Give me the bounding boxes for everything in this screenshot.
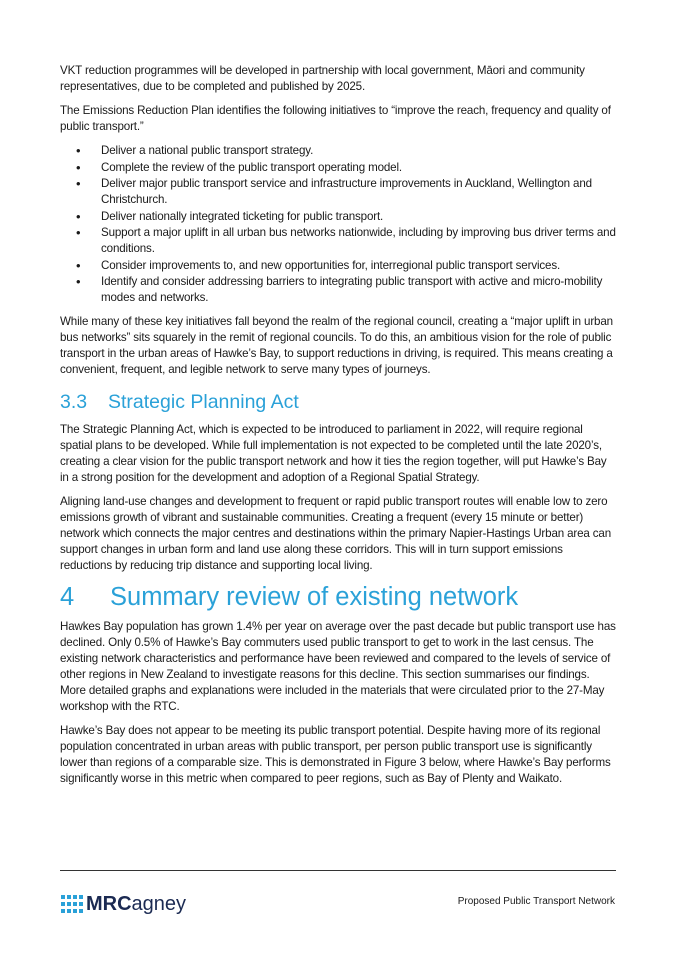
list-item: • Identify and consider addressing barriers to integrating public transport with active and micro-mobility modes and networks. xyxy=(60,274,616,306)
section-title: Summary review of existing network xyxy=(110,583,519,611)
section-4-heading xyxy=(60,582,616,612)
mrcagney-logo xyxy=(61,892,186,916)
section-4-paragraph-2: Hawke’s Bay does not appear to be meeting its public transport potential. Despite having more of its regional population concentrated in urban areas with public transport, per person public transport use is significantly lower than regions of a comparable size. This is demonstrated in Figure 3 below, where Hawke’s Bay performs significantly worse in this metric when compared to peer regions, such as Bay of Plenty and Waikato. xyxy=(60,724,611,785)
section-number: 3.3 xyxy=(60,391,88,413)
logo-grid-icon xyxy=(61,895,83,913)
list-item: • Consider improvements to, and new opportunities for, interregional public transport services. xyxy=(60,258,616,274)
intro-paragraph-3: While many of these key initiatives fall beyond the realm of the regional council, creating a “major uplift in urban bus networks” sits squarely in the remit of regional councils. To do this, an ambitious vision for the role of public transport in the urban areas of Hawke’s Bay, to support reductions in driving, is required. This means creating a convenient, frequent, and legible network to serve many types of journeys. xyxy=(60,315,613,376)
footer-document-title: Proposed Public Transport Network xyxy=(457,896,615,907)
document-page xyxy=(60,63,616,795)
section-number: 4 xyxy=(60,583,75,611)
intro-paragraph-1: VKT reduction programmes will be developed in partnership with local government, Māori and community representatives, due to be completed and published by 2025. xyxy=(60,64,585,93)
initiatives-list xyxy=(60,143,616,306)
section-4-paragraph-1: Hawkes Bay population has grown 1.4% per year on average over the past decade but public transport use has declined. Only 0.5% of Hawke’s Bay commuters used public transport to get to work in the last census. The existing network characteristics and performance have been reviewed and compared to the levels of service of other regions in New Zealand to investigate reasons for this decline. This section summarises our findings. More detailed graphs and explanations were included in the materials that were circulated prior to the 27-May workshop with the RTC. xyxy=(60,620,616,713)
intro-paragraph-2: The Emissions Reduction Plan identifies the following initiatives to “improve the reach, frequency and quality of public transport.” xyxy=(60,104,611,133)
section-3-3-paragraph-1: The Strategic Planning Act, which is expected to be introduced to parliament in 2022, will require regional spatial plans to be developed. While full implementation is not expected to be completed until the late 2020’s, creating a clear vision for the public transport network and how it ties the region together, will put Hawke’s Bay in a strong position for the development and adoption of a Regional Spatial Strategy. xyxy=(60,423,607,484)
list-item: • Support a major uplift in all urban bus networks nationwide, including by improving bus driver terms and conditions. xyxy=(60,225,616,257)
list-item: • Complete the review of the public transport operating model. xyxy=(60,160,616,176)
logo-wordmark: MRCagney xyxy=(86,893,187,915)
list-item: • Deliver major public transport service and infrastructure improvements in Auckland, Wellington and Christchurch. xyxy=(60,176,616,208)
section-title: Strategic Planning Act xyxy=(108,391,299,413)
list-item: • Deliver a national public transport strategy. xyxy=(60,143,616,159)
footer-divider xyxy=(60,870,616,871)
list-item: • Deliver nationally integrated ticketing for public transport. xyxy=(60,209,616,225)
section-3-3-paragraph-2: Aligning land-use changes and development to frequent or rapid public transport routes will enable low to zero emissions growth of vibrant and sustainable communities. Creating a frequent (every 15 minute or better) network which connects the major centres and destinations within the primary Napier-Hastings Urban area can support changes in urban form and land use along these corridors. This will in turn support emissions reductions by reducing trip distance and supporting local living. xyxy=(60,495,612,572)
section-3-3-heading xyxy=(60,390,616,414)
